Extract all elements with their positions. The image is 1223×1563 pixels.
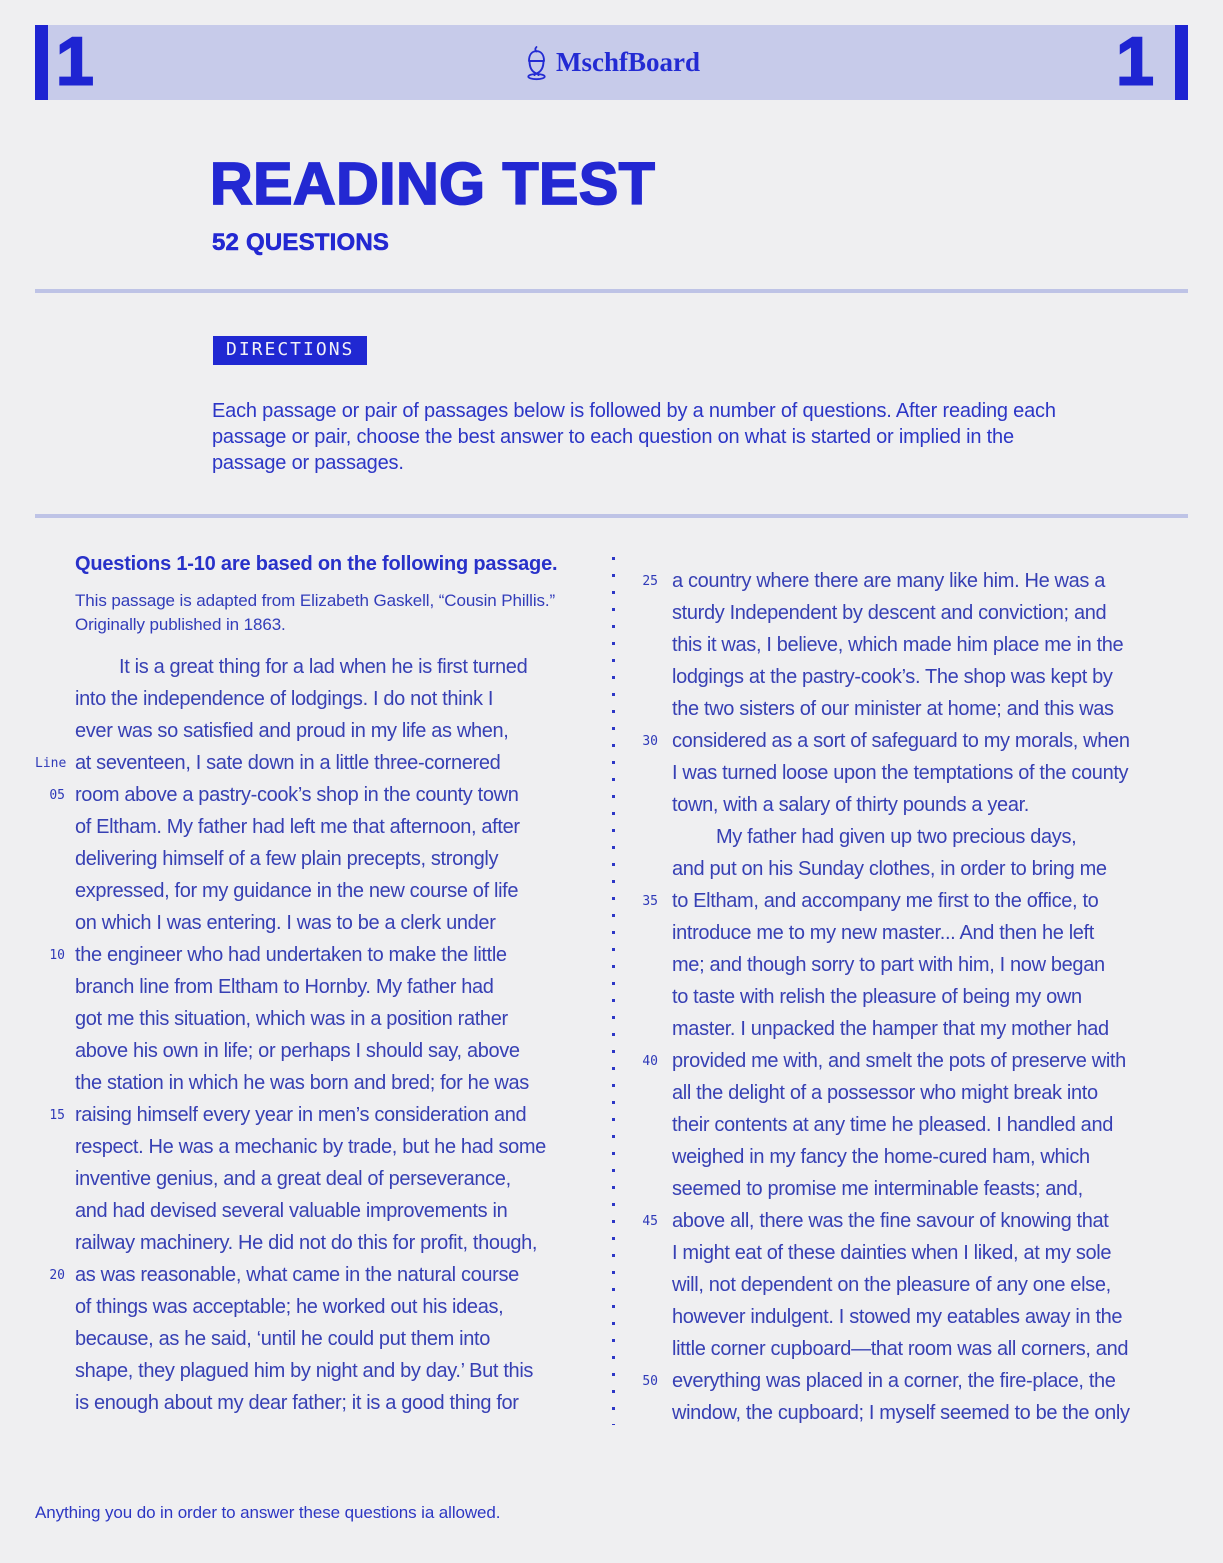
passage-line xyxy=(35,843,612,875)
passage-line xyxy=(615,885,1188,917)
passage-line-text: raising himself every year in men’s consideration and xyxy=(75,1104,527,1126)
section-number-left: 1 xyxy=(56,23,92,100)
passage-line-text: above all, there was the fine savour of knowing that xyxy=(672,1210,1109,1232)
passage-line xyxy=(615,917,1188,949)
passage-line xyxy=(615,565,1188,597)
passage-line-text: railway machinery. He did not do this for profit, though, xyxy=(75,1232,538,1254)
passage-line-text: master. I unpacked the hamper that my mother had xyxy=(672,1018,1109,1040)
line-number-gutter: 35 xyxy=(642,894,658,909)
passage-line-text: their contents at any time he pleased. I handled and xyxy=(672,1114,1113,1136)
passage-line-text: the two sisters of our minister at home; and this was xyxy=(672,698,1114,720)
line-number-gutter xyxy=(35,715,75,747)
passage-line xyxy=(615,789,1188,821)
passage-line xyxy=(35,971,612,1003)
passage-line xyxy=(615,629,1188,661)
line-number-gutter xyxy=(615,1237,672,1269)
passage-line xyxy=(615,1205,1188,1237)
passage-line-text: ever was so satisfied and proud in my life as when, xyxy=(75,720,509,742)
passage-line-text: lodgings at the pastry-cook’s. The shop was kept by xyxy=(672,666,1113,688)
line-number-gutter xyxy=(35,1387,75,1419)
header-band xyxy=(35,25,1188,100)
passage-line-text: the station in which he was born and bred; for he was xyxy=(75,1072,529,1094)
passage-line xyxy=(615,981,1188,1013)
line-number-gutter xyxy=(615,1333,672,1365)
passage-line xyxy=(615,949,1188,981)
passage-line-text: on which I was entering. I was to be a clerk under xyxy=(75,912,496,934)
passage-line-text: seemed to promise me interminable feasts; and, xyxy=(672,1178,1083,1200)
passage-line-text: respect. He was a mechanic by trade, but he had some xyxy=(75,1136,546,1158)
passage-line-text: to taste with relish the pleasure of being my own xyxy=(672,986,1082,1008)
line-number-gutter xyxy=(615,1269,672,1301)
passage-line-text: shape, they plagued him by night and by day.’ But this xyxy=(75,1360,534,1382)
line-number-gutter xyxy=(615,661,672,693)
acorn-icon xyxy=(523,45,549,81)
passage-line-text: sturdy Independent by descent and conviction; and xyxy=(672,602,1107,624)
passage-line xyxy=(35,1099,612,1131)
logo xyxy=(523,45,700,81)
line-number-gutter xyxy=(615,597,672,629)
passage-line-text: weighed in my fancy the home-cured ham, which xyxy=(672,1146,1090,1168)
section-number-right: 1 xyxy=(1116,23,1152,100)
passage-line xyxy=(615,1397,1188,1429)
line-number-gutter xyxy=(615,1397,672,1429)
divider-rule-middle xyxy=(35,514,1188,518)
line-number-gutter xyxy=(35,875,75,907)
passage-line xyxy=(35,1163,612,1195)
divider-rule-top xyxy=(35,289,1188,293)
passage-line-text: and put on his Sunday clothes, in order to bring me xyxy=(672,858,1107,880)
passage-line xyxy=(35,1355,612,1387)
passage-line xyxy=(615,1301,1188,1333)
line-number-gutter xyxy=(35,1227,75,1259)
passage-line xyxy=(615,853,1188,885)
passage-line-text: considered as a sort of safeguard to my morals, when xyxy=(672,730,1130,752)
line-number-gutter xyxy=(615,853,672,885)
passage-lines-left xyxy=(35,651,612,1419)
line-number-gutter: 30 xyxy=(642,734,658,749)
passage-line xyxy=(35,811,612,843)
passage-line-text: this it was, I believe, which made him place me in the xyxy=(672,634,1124,656)
passage-line-text: above his own in life; or perhaps I should say, above xyxy=(75,1040,520,1062)
passage-line xyxy=(615,1333,1188,1365)
passage-line xyxy=(615,1173,1188,1205)
line-number-gutter: 15 xyxy=(49,1108,65,1123)
line-number-gutter xyxy=(615,693,672,725)
passage-line xyxy=(615,1269,1188,1301)
passage-line xyxy=(615,693,1188,725)
passage-line-text: everything was placed in a corner, the fire-place, the xyxy=(672,1370,1116,1392)
line-number-gutter xyxy=(615,629,672,661)
line-number-gutter xyxy=(615,917,672,949)
passage-column-left xyxy=(35,551,612,1419)
passage-line xyxy=(35,1323,612,1355)
passage-line-text: will, not dependent on the pleasure of any one else, xyxy=(672,1274,1111,1296)
passage-line xyxy=(35,939,612,971)
line-number-gutter xyxy=(35,1067,75,1099)
passage-section xyxy=(35,551,1188,1429)
passage-line-text: expressed, for my guidance in the new course of life xyxy=(75,880,519,902)
passage-line-text: little corner cupboard—that room was all corners, and xyxy=(672,1338,1129,1360)
line-number-gutter xyxy=(615,1141,672,1173)
passage-line-text: to Eltham, and accompany me first to the office, to xyxy=(672,890,1099,912)
line-number-gutter xyxy=(35,971,75,1003)
passage-line xyxy=(35,1195,612,1227)
line-number-gutter xyxy=(35,1035,75,1067)
line-number-gutter xyxy=(35,1291,75,1323)
passage-line-text: delivering himself of a few plain precepts, strongly xyxy=(75,848,499,870)
passage-line-text: branch line from Eltham to Hornby. My father had xyxy=(75,976,494,998)
passage-line-text: of Eltham. My father had left me that afternoon, after xyxy=(75,816,520,838)
passage-line xyxy=(35,1387,612,1419)
header-right-bar xyxy=(1175,25,1188,100)
passage-line xyxy=(615,1365,1188,1397)
page-title: READING TEST xyxy=(210,151,656,217)
passage-line xyxy=(615,1045,1188,1077)
passage-line xyxy=(35,651,612,683)
line-number-gutter: 20 xyxy=(49,1268,65,1283)
line-number-gutter xyxy=(35,1323,75,1355)
passage-line-text: provided me with, and smelt the pots of preserve with xyxy=(672,1050,1126,1072)
passage-line-text: a country where there are many like him. He was a xyxy=(672,570,1106,592)
header-left-bar xyxy=(35,25,48,100)
passage-line-text: and had devised several valuable improvements in xyxy=(75,1200,508,1222)
passage-line-text: all the delight of a possessor who might break into xyxy=(672,1082,1098,1104)
line-number-gutter xyxy=(35,1003,75,1035)
line-number-gutter: 25 xyxy=(642,574,658,589)
line-number-gutter: 50 xyxy=(642,1374,658,1389)
passage-line xyxy=(35,715,612,747)
passage-line xyxy=(35,747,612,779)
line-number-gutter: 40 xyxy=(642,1054,658,1069)
line-number-gutter xyxy=(615,1013,672,1045)
line-number-gutter xyxy=(615,1077,672,1109)
line-number-gutter xyxy=(35,1355,75,1387)
line-number-gutter xyxy=(615,821,672,853)
passage-line-text: as was reasonable, what came in the natural course xyxy=(75,1264,519,1286)
line-number-gutter xyxy=(615,1173,672,1205)
line-number-gutter: 10 xyxy=(49,948,65,963)
line-number-gutter xyxy=(35,651,75,683)
line-number-gutter xyxy=(615,789,672,821)
passage-line xyxy=(35,875,612,907)
line-number-gutter xyxy=(35,907,75,939)
passage-line-text: I might eat of these dainties when I liked, at my sole xyxy=(672,1242,1112,1264)
passage-line xyxy=(615,1109,1188,1141)
passage-line xyxy=(35,1131,612,1163)
line-number-gutter xyxy=(35,1195,75,1227)
passage-line xyxy=(615,757,1188,789)
line-number-gutter: 05 xyxy=(49,788,65,803)
line-number-gutter xyxy=(35,683,75,715)
line-number-gutter: 45 xyxy=(642,1214,658,1229)
footer-note: Anything you do in order to answer these questions ia allowed. xyxy=(35,1503,501,1522)
passage-line-text: because, as he said, ‘until he could put them into xyxy=(75,1328,491,1350)
line-number-gutter xyxy=(35,1163,75,1195)
passage-line xyxy=(615,661,1188,693)
passage-line xyxy=(35,1067,612,1099)
passage-line xyxy=(615,1237,1188,1269)
passage-line xyxy=(35,1259,612,1291)
passage-line-text: window, the cupboard; I myself seemed to be the only xyxy=(672,1402,1130,1424)
passage-line-text: of things was acceptable; he worked out his ideas, xyxy=(75,1296,504,1318)
line-number-gutter xyxy=(35,811,75,843)
passage-lines-right xyxy=(615,565,1188,1429)
passage-line xyxy=(35,1003,612,1035)
passage-line-text: introduce me to my new master... And then he left xyxy=(672,922,1094,944)
passage-line-text: got me this situation, which was in a position rather xyxy=(75,1008,508,1030)
passage-source: This passage is adapted from Elizabeth Gaskell, “Cousin Phillis.” Originally published in 1863. xyxy=(75,591,556,634)
line-number-gutter xyxy=(35,843,75,875)
passage-line xyxy=(35,683,612,715)
passage-line-text: room above a pastry-cook’s shop in the county town xyxy=(75,784,519,806)
passage-line xyxy=(35,1035,612,1067)
passage-line-text: It is a great thing for a lad when he is first turned xyxy=(119,656,528,678)
passage-line-text: My father had given up two precious days, xyxy=(716,826,1077,848)
directions-label: DIRECTIONS xyxy=(213,336,367,365)
passage-line xyxy=(35,907,612,939)
passage-line-text: inventive genius, and a great deal of perseverance, xyxy=(75,1168,511,1190)
passage-line-text: me; and though sorry to part with him, I now began xyxy=(672,954,1105,976)
line-number-gutter xyxy=(615,981,672,1013)
passage-heading: Questions 1-10 are based on the following passage. xyxy=(75,553,558,575)
passage-line xyxy=(615,725,1188,757)
passage-line xyxy=(615,1013,1188,1045)
passage-line-text: at seventeen, I sate down in a little three-cornered xyxy=(75,752,501,774)
passage-line-text: town, with a salary of thirty pounds a year. xyxy=(672,794,1030,816)
passage-line-text: the engineer who had undertaken to make the little xyxy=(75,944,507,966)
line-number-gutter: Line xyxy=(35,756,67,771)
question-count: 52 QUESTIONS xyxy=(212,229,390,256)
passage-line-text: I was turned loose upon the temptations of the county xyxy=(672,762,1129,784)
line-number-gutter xyxy=(615,1109,672,1141)
passage-line xyxy=(615,597,1188,629)
passage-line-text: is enough about my dear father; it is a good thing for xyxy=(75,1392,519,1414)
directions-text: Each passage or pair of passages below is followed by a number of questions. After reading each passage or pair, choose the best answer to each question on what is started or implied in the passage or passages. xyxy=(212,400,1056,474)
passage-line xyxy=(615,821,1188,853)
passage-column-right xyxy=(615,551,1188,1429)
line-number-gutter xyxy=(615,757,672,789)
passage-line xyxy=(35,1227,612,1259)
logo-text: MschfBoard xyxy=(556,47,700,77)
passage-line xyxy=(615,1077,1188,1109)
passage-line-text: into the independence of lodgings. I do not think I xyxy=(75,688,494,710)
passage-line xyxy=(615,1141,1188,1173)
line-number-gutter xyxy=(35,1131,75,1163)
line-number-gutter xyxy=(615,1301,672,1333)
passage-line xyxy=(35,1291,612,1323)
line-number-gutter xyxy=(615,949,672,981)
passage-line-text: however indulgent. I stowed my eatables away in the xyxy=(672,1306,1123,1328)
passage-line xyxy=(35,779,612,811)
